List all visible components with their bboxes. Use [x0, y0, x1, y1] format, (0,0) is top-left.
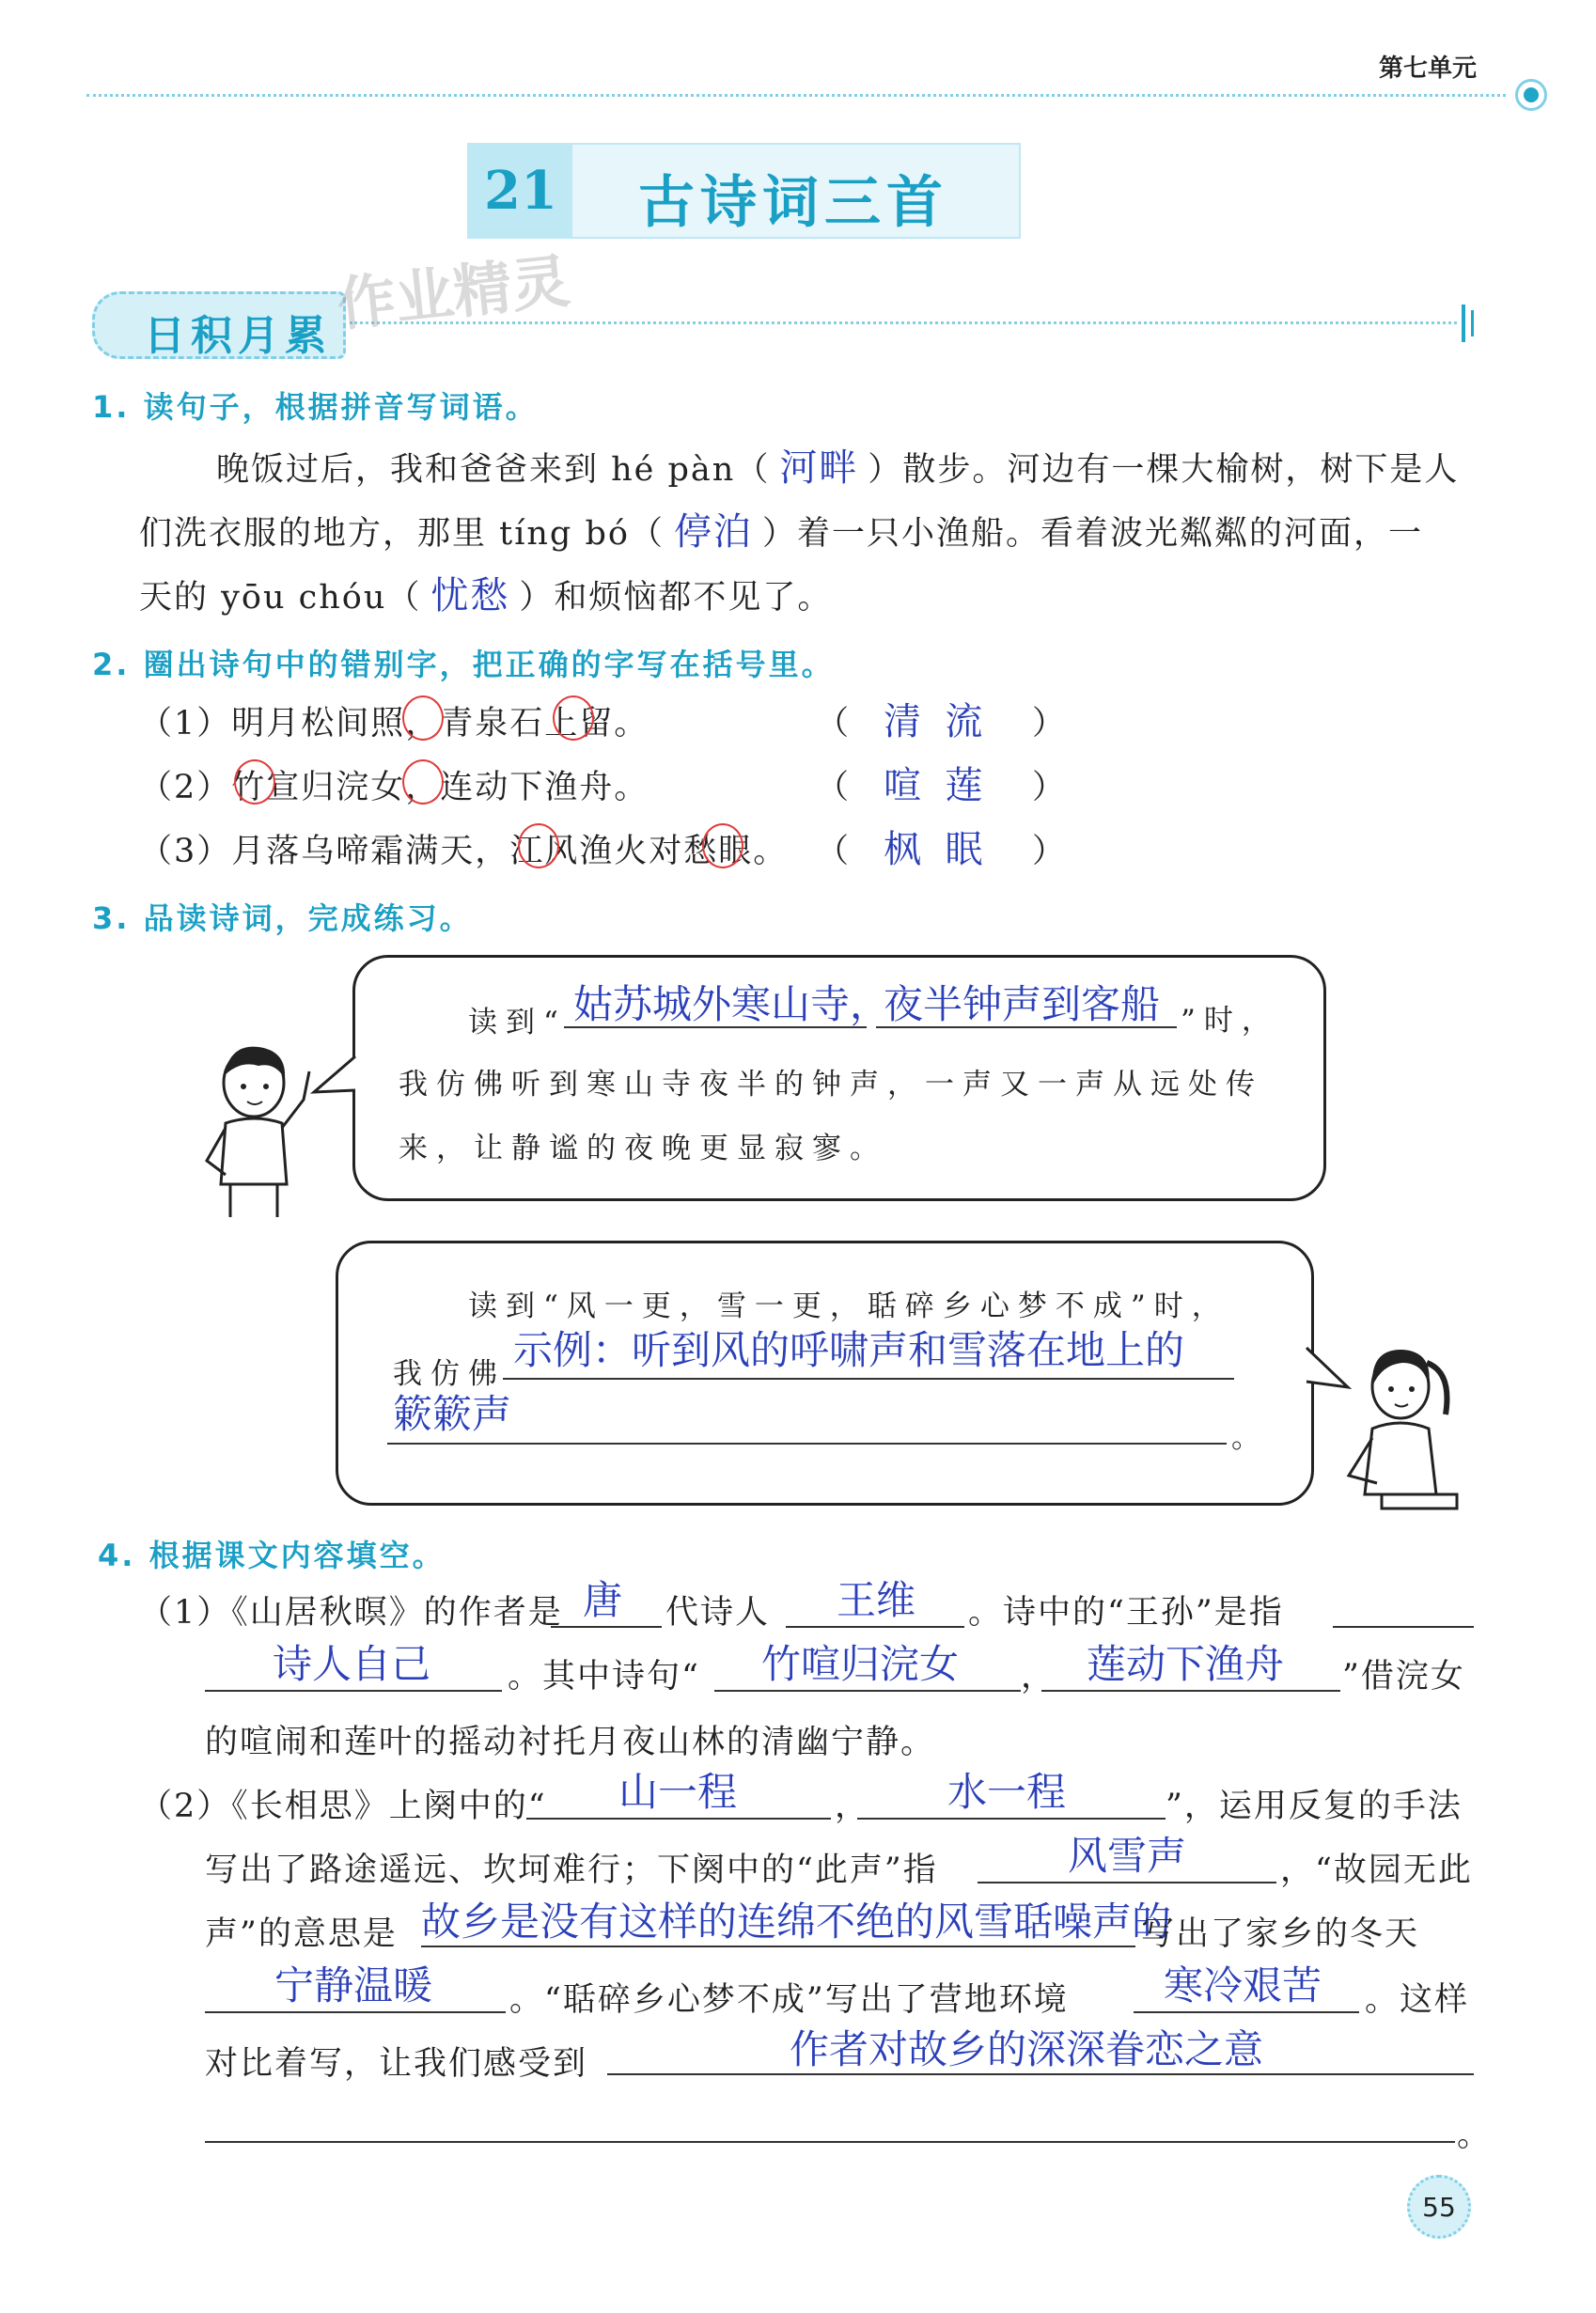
- q4-answer-p2-1: 山一程: [618, 1769, 738, 1815]
- unit-label: 第七单元: [1379, 55, 1478, 83]
- q4-answer-p2-4: 故乡是没有这样的连绵不绝的风雪聒噪声的: [421, 1899, 1172, 1945]
- bubble-2-answer-1: 示例：听到风的呼啸声和雪落在地上的: [513, 1327, 1185, 1373]
- q2-answer-3: 枫 眠: [884, 828, 983, 871]
- bubble-2-pre: 我仿佛: [393, 1357, 506, 1391]
- header-dotted-line: [86, 94, 1506, 97]
- q4-p2-f: 写出了家乡的冬天: [1141, 1915, 1420, 1953]
- q4-p2-c: 写出了路途遥远、坎坷难行；下阕中的“此声”指: [205, 1852, 938, 1889]
- bubble-1-line-3: 来，让静谧的夜晚更显寂寥。: [399, 1132, 887, 1165]
- q4-p2-comma: ，: [835, 1788, 870, 1825]
- q1-line1-text-a: 晚饭过后，我和爸爸来到 hé pàn（: [216, 451, 771, 489]
- q2-close-paren-3: ）: [1032, 833, 1068, 870]
- lesson-number-box: [469, 145, 572, 237]
- q4-answer-p2-2: 水一程: [947, 1769, 1067, 1815]
- q4-p2-a: （2）《长相思》上阕中的“: [139, 1788, 547, 1825]
- section-rule-end: [1462, 305, 1465, 342]
- q4-answer-p2-7: 作者对故乡的深深眷恋之意: [790, 2026, 1264, 2072]
- q2-open-paren-3: （: [816, 833, 852, 870]
- answer-underline: [857, 1818, 1166, 1820]
- answer-underline: [876, 1026, 1177, 1028]
- q2-answer-2: 喧 莲: [884, 764, 983, 807]
- q2-answer-1: 清 流: [884, 700, 983, 743]
- q1-line2: [139, 502, 1423, 555]
- bubble-1-post: ”时，: [1181, 1004, 1279, 1038]
- answer-underline: [205, 2011, 506, 2013]
- q4-answer-p2-3: 风雪声: [1068, 1833, 1187, 1879]
- q4-p2-end: 。: [1457, 2117, 1493, 2154]
- q1-line2-text-a: 们洗衣服的地方，那里 tíng bó（: [139, 515, 665, 553]
- bubble-2-tail: [1303, 1344, 1352, 1400]
- error-circle: [402, 695, 444, 741]
- q1-line3-text-a: 天的 yōu chóu（: [139, 579, 422, 617]
- answer-underline: [1333, 1626, 1474, 1628]
- q2-item-3: （3）月落乌啼霜满天，江风渔火对愁眼。: [139, 833, 789, 870]
- q4-p1-f: 的喧闹和莲叶的摇动衬托月夜山林的清幽宁静。: [205, 1724, 936, 1761]
- error-circle: [518, 823, 559, 868]
- q4-p1-comma: ，: [1021, 1658, 1056, 1696]
- q2-item-1: （1）明月松间照，青泉石上留。: [139, 705, 649, 742]
- answer-underline: [421, 1946, 1135, 1947]
- q4-answer-line1: 竹喧归浣女: [761, 1641, 960, 1687]
- q2-item-2: （2）竹宣归浣女，连动下渔舟。: [139, 769, 649, 806]
- watermark: 作业精灵: [334, 246, 573, 339]
- bubble-1-tail: [310, 1053, 359, 1109]
- lesson-number: 21: [484, 160, 557, 222]
- bubble-1-answer-1: 姑苏城外寒山寺，: [573, 981, 890, 1027]
- section-badge: [92, 291, 346, 359]
- error-circle: [553, 695, 594, 741]
- q4-answer-dynasty: 唐: [583, 1577, 623, 1623]
- answer-underline: [607, 2073, 1474, 2075]
- q1-line1-text-b: ）散步。河边有一棵大榆树，树下是人: [868, 451, 1460, 489]
- q1-line2-text-b: ）着一只小渔船。看着波光粼粼的河面，一: [761, 515, 1423, 553]
- answer-underline: [551, 1626, 662, 1628]
- bubble-1-line-1: [468, 998, 567, 1040]
- q2-close-paren-2: ）: [1032, 769, 1068, 806]
- answer-underline: [1041, 1690, 1340, 1692]
- q4-answer-line2: 莲动下渔舟: [1087, 1641, 1285, 1687]
- girl-illustration: [1335, 1335, 1476, 1523]
- bubble-2-line-1: 读到“风一更，雪一更，聒碎乡心梦不成”时，: [468, 1289, 1229, 1323]
- page-number-badge: [1407, 2175, 1471, 2239]
- answer-underline: [503, 1378, 1234, 1380]
- page-number: 55: [1422, 2191, 1456, 2223]
- error-circle: [702, 823, 743, 868]
- q1-answer-2: 停泊: [673, 510, 753, 554]
- q4-answer-poet: 王维: [837, 1577, 916, 1623]
- answer-underline: [526, 1818, 831, 1820]
- q4-p1-e: ”借浣女: [1342, 1658, 1465, 1696]
- q1-answer-3: 忧愁: [430, 574, 510, 617]
- q4-answer-p2-6: 寒冷艰苦: [1164, 1962, 1322, 2008]
- q4-answer-p2-5: 宁静温暖: [274, 1962, 433, 2008]
- q3-heading: 3. 品读诗词，完成练习。: [92, 900, 473, 936]
- q1-line3: [139, 566, 832, 619]
- bubble-2-answer-2: 簌簌声: [393, 1391, 512, 1437]
- error-circle: [402, 759, 444, 805]
- q4-p1-a: （1）《山居秋暝》的作者是: [139, 1594, 563, 1632]
- answer-underline: [205, 2141, 1455, 2143]
- q4-answer-wangsun: 诗人自己: [273, 1641, 431, 1687]
- bubble-1-pre: 读到“: [468, 1006, 567, 1039]
- answer-underline: [564, 1026, 867, 1028]
- q1-answer-1: 河畔: [779, 446, 859, 490]
- answer-underline: [786, 1626, 964, 1628]
- q2-open-paren-2: （: [816, 769, 852, 806]
- q4-p1-c: 。诗中的“王孙”是指: [968, 1594, 1284, 1632]
- answer-underline: [1134, 2011, 1359, 2013]
- error-circle: [234, 759, 275, 805]
- q1-heading: 1. 读句子，根据拼音写词语。: [92, 389, 539, 425]
- q2-heading: 2. 圈出诗句中的错别字，把正确的字写在括号里。: [92, 647, 835, 682]
- section-rule-end-2: [1471, 310, 1474, 336]
- q4-p1-b: 代诗人: [665, 1594, 771, 1632]
- q2-open-paren-1: （: [816, 705, 852, 742]
- bubble-2-end: 。: [1231, 1421, 1269, 1455]
- q4-p2-b: ”，运用反复的手法: [1166, 1788, 1463, 1825]
- q4-p1-d: 。其中诗句“: [508, 1658, 700, 1696]
- lesson-title: 古诗词三首: [638, 170, 948, 236]
- q4-p2-e: 声”的意思是: [205, 1915, 398, 1953]
- q4-p2-d: ，“故园无此: [1280, 1852, 1473, 1889]
- section-title: 日积月累: [144, 312, 332, 360]
- q4-p2-h: 。这样: [1365, 1981, 1470, 2019]
- lesson-title-box: [467, 143, 1021, 239]
- q2-close-paren-1: ）: [1032, 705, 1068, 742]
- answer-underline: [387, 1443, 1227, 1445]
- q1-line3-text-b: ）和烦恼都不见了。: [519, 579, 833, 617]
- q4-p2-g: 。“聒碎乡心梦不成”写出了营地环境: [509, 1981, 1069, 2019]
- answer-underline: [205, 1690, 502, 1692]
- bubble-1-line-2: 我仿佛听到寒山寺夜半的钟声，一声又一声从远处传: [399, 1068, 1263, 1102]
- answer-underline: [714, 1690, 1021, 1692]
- q4-heading: 4. 根据课文内容填空。: [98, 1538, 446, 1573]
- bubble-1-answer-2: 夜半钟声到客船: [884, 981, 1161, 1027]
- q1-line1: [216, 438, 1459, 492]
- header-dot-icon: [1515, 79, 1547, 111]
- answer-underline: [978, 1882, 1276, 1883]
- q4-p2-i: 对比着写，让我们感受到: [205, 2045, 588, 2083]
